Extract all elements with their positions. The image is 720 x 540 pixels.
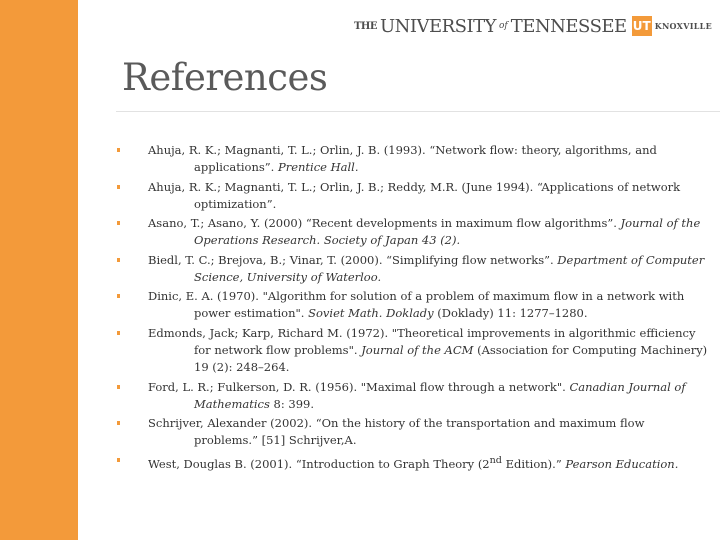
reference-item <box>110 415 708 449</box>
reference-source: Journal of the Operations Research. Society of Japan 43 (2). <box>194 216 701 248</box>
reference-item <box>110 452 708 473</box>
slide-title: References <box>122 56 328 99</box>
reference-source: Department of Computer Science, University of Waterloo. <box>194 252 705 284</box>
bullet-icon <box>117 331 120 335</box>
bullet-icon <box>117 458 120 462</box>
reference-text: Schrijver, Alexander (2002). “On the history of the transportation and maximum flow problems.” [51] Schrijver,A. <box>148 416 645 448</box>
reference-item <box>110 252 708 286</box>
reference-item <box>110 179 708 213</box>
bullet-icon <box>117 294 120 298</box>
reference-text: West, Douglas B. (2001). “Introduction to Graph Theory (2 <box>148 456 490 471</box>
reference-source: Pearson Education. <box>565 456 679 471</box>
reference-source: Prentice Hall. <box>277 160 359 174</box>
reference-text: Edmonds, Jack; Karp, Richard M. (1972). "Theoretical improvements in algorithmic efficiency for network flow problems". <box>148 325 696 357</box>
reference-source: Journal of the ACM <box>361 342 474 357</box>
bullet-icon <box>117 385 120 389</box>
bullet-icon <box>117 148 120 152</box>
logo-the: THE <box>353 20 377 32</box>
reference-text: Ahuja, R. K.; Magnanti, T. L.; Orlin, J. B.; Reddy, M.R. (June 1994). “Applications of network optimization”. <box>148 179 681 211</box>
bullet-icon <box>117 258 120 262</box>
ut-logo-icon: UT <box>632 16 652 36</box>
bullet-icon <box>117 221 120 225</box>
title-divider <box>116 111 720 112</box>
superscript: nd <box>489 454 502 466</box>
bullet-icon <box>117 421 120 425</box>
bullet-icon <box>117 185 120 189</box>
university-logo <box>354 14 712 38</box>
reference-text-continued: Edition).” <box>501 456 566 471</box>
logo-knoxville: KNOXVILLE <box>654 21 712 31</box>
reference-source: Soviet Math. Doklady <box>308 306 434 321</box>
reference-item <box>110 325 708 376</box>
reference-source: Canadian Journal of Mathematics <box>194 379 686 411</box>
left-accent-bar <box>0 0 78 540</box>
reference-text: Dinic, E. A. (1970). "Algorithm for solution of a problem of maximum flow in a network with power estimation". <box>148 289 685 321</box>
logo-university: UNIVERSITY <box>379 15 497 37</box>
reference-list <box>110 142 708 475</box>
reference-text: Ford, L. R.; Fulkerson, D. R. (1956). "Maximal flow through a network". <box>148 379 570 394</box>
reference-tail: (Doklady) 11: 1277–1280. <box>433 306 588 321</box>
logo-of: of <box>499 21 508 31</box>
reference-text: Ahuja, R. K.; Magnanti, T. L.; Orlin, J. B. (1993). “Network flow: theory, algorithms, and applications”. <box>148 143 657 174</box>
reference-text: Biedl, T. C.; Brejova, B.; Vinar, T. (2000). “Simplifying flow networks”. <box>148 252 558 267</box>
reference-item <box>110 379 708 413</box>
reference-tail: (Association for Computing Machinery) 19 (2): 248–264. <box>194 342 708 374</box>
reference-tail: 8: 399. <box>269 396 314 411</box>
reference-item <box>110 215 708 249</box>
reference-item <box>110 142 708 176</box>
logo-tennessee: TENNESSEE <box>510 15 627 37</box>
reference-item <box>110 288 708 322</box>
reference-text: Asano, T.; Asano, Y. (2000) “Recent developments in maximum flow algorithms”. <box>148 216 621 231</box>
